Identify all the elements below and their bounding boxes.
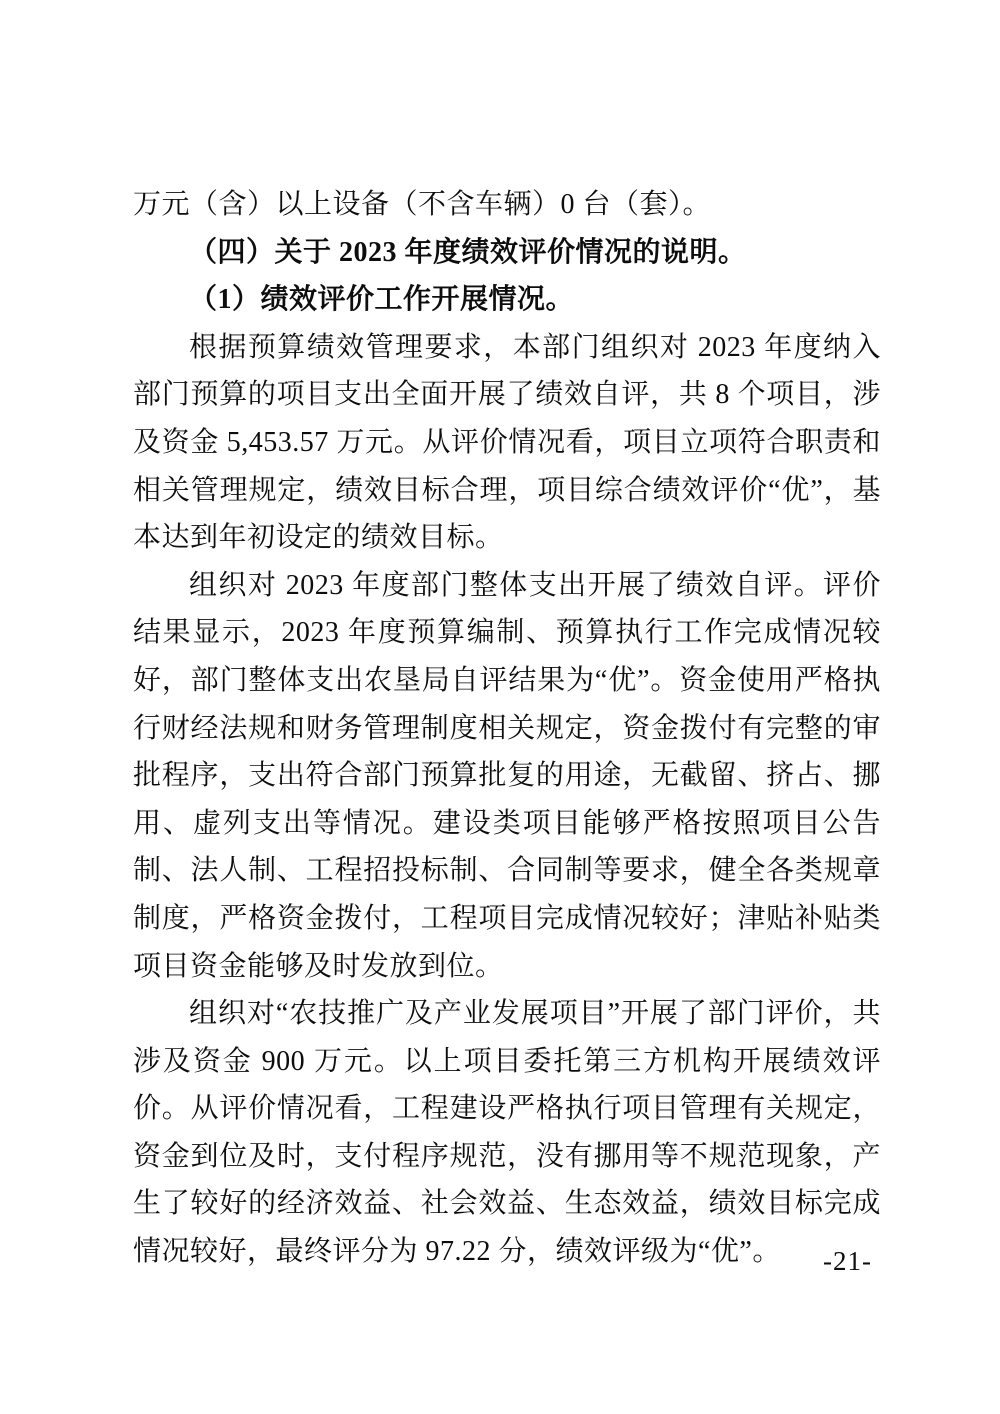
paragraph-continuation: 万元（含）以上设备（不含车辆）0 台（套）。 [133, 189, 712, 220]
page-number: -21- [823, 1246, 872, 1276]
section-heading-level-2: （1）绩效评价工作开展情况。 [189, 284, 575, 316]
paragraph-department-overall-evaluation: 组织对 2023 年度部门整体支出开展了绩效自评。评价结果显示，2023 年度预算编制、预算执行工作完成情况较好，部门整体支出农垦局自评结果为“优”。资金使用严格执行财经法规和财务管理制度相关规定，资金拨付有完整的审批程序，支出符合部门预算批复的用途，无截留、挤占、挪用、虚列支出等情况。建设类项目能够严格按照项目公告制、法人制、工程招投标制、合同制等要求，健全各类规章制度，严格资金拨付，工程项目完成情况较好；津贴补贴类项目资金能够及时发放到位。 [133, 569, 881, 982]
page-content [133, 181, 881, 1276]
section-heading-level-1: （四）关于 2023 年度绩效评价情况的说明。 [189, 236, 747, 268]
paragraph-department-third-party-evaluation: 组织对“农技推广及产业发展项目”开展了部门评价，共涉及资金 900 万元。以上项目委托第三方机构开展绩效评价。从评价情况看，工程建设严格执行项目管理有关规定，资金到位及时，支付程序规范，没有挪用等不规范现象，产生了较好的经济效益、社会效益、生态效益，绩效目标完成情况较好，最终评分为 97.22 分，绩效评级为“优”。 [133, 998, 881, 1268]
paragraph-project-self-evaluation: 根据预算绩效管理要求，本部门组织对 2023 年度纳入部门预算的项目支出全面开展了绩效自评，共 8 个项目，涉及资金 5,453.57 万元。从评价情况看，项目立项符合职责和相关管理规定，绩效目标合理，项目综合绩效评价“优”，基本达到年初设定的绩效目标。 [133, 331, 881, 554]
